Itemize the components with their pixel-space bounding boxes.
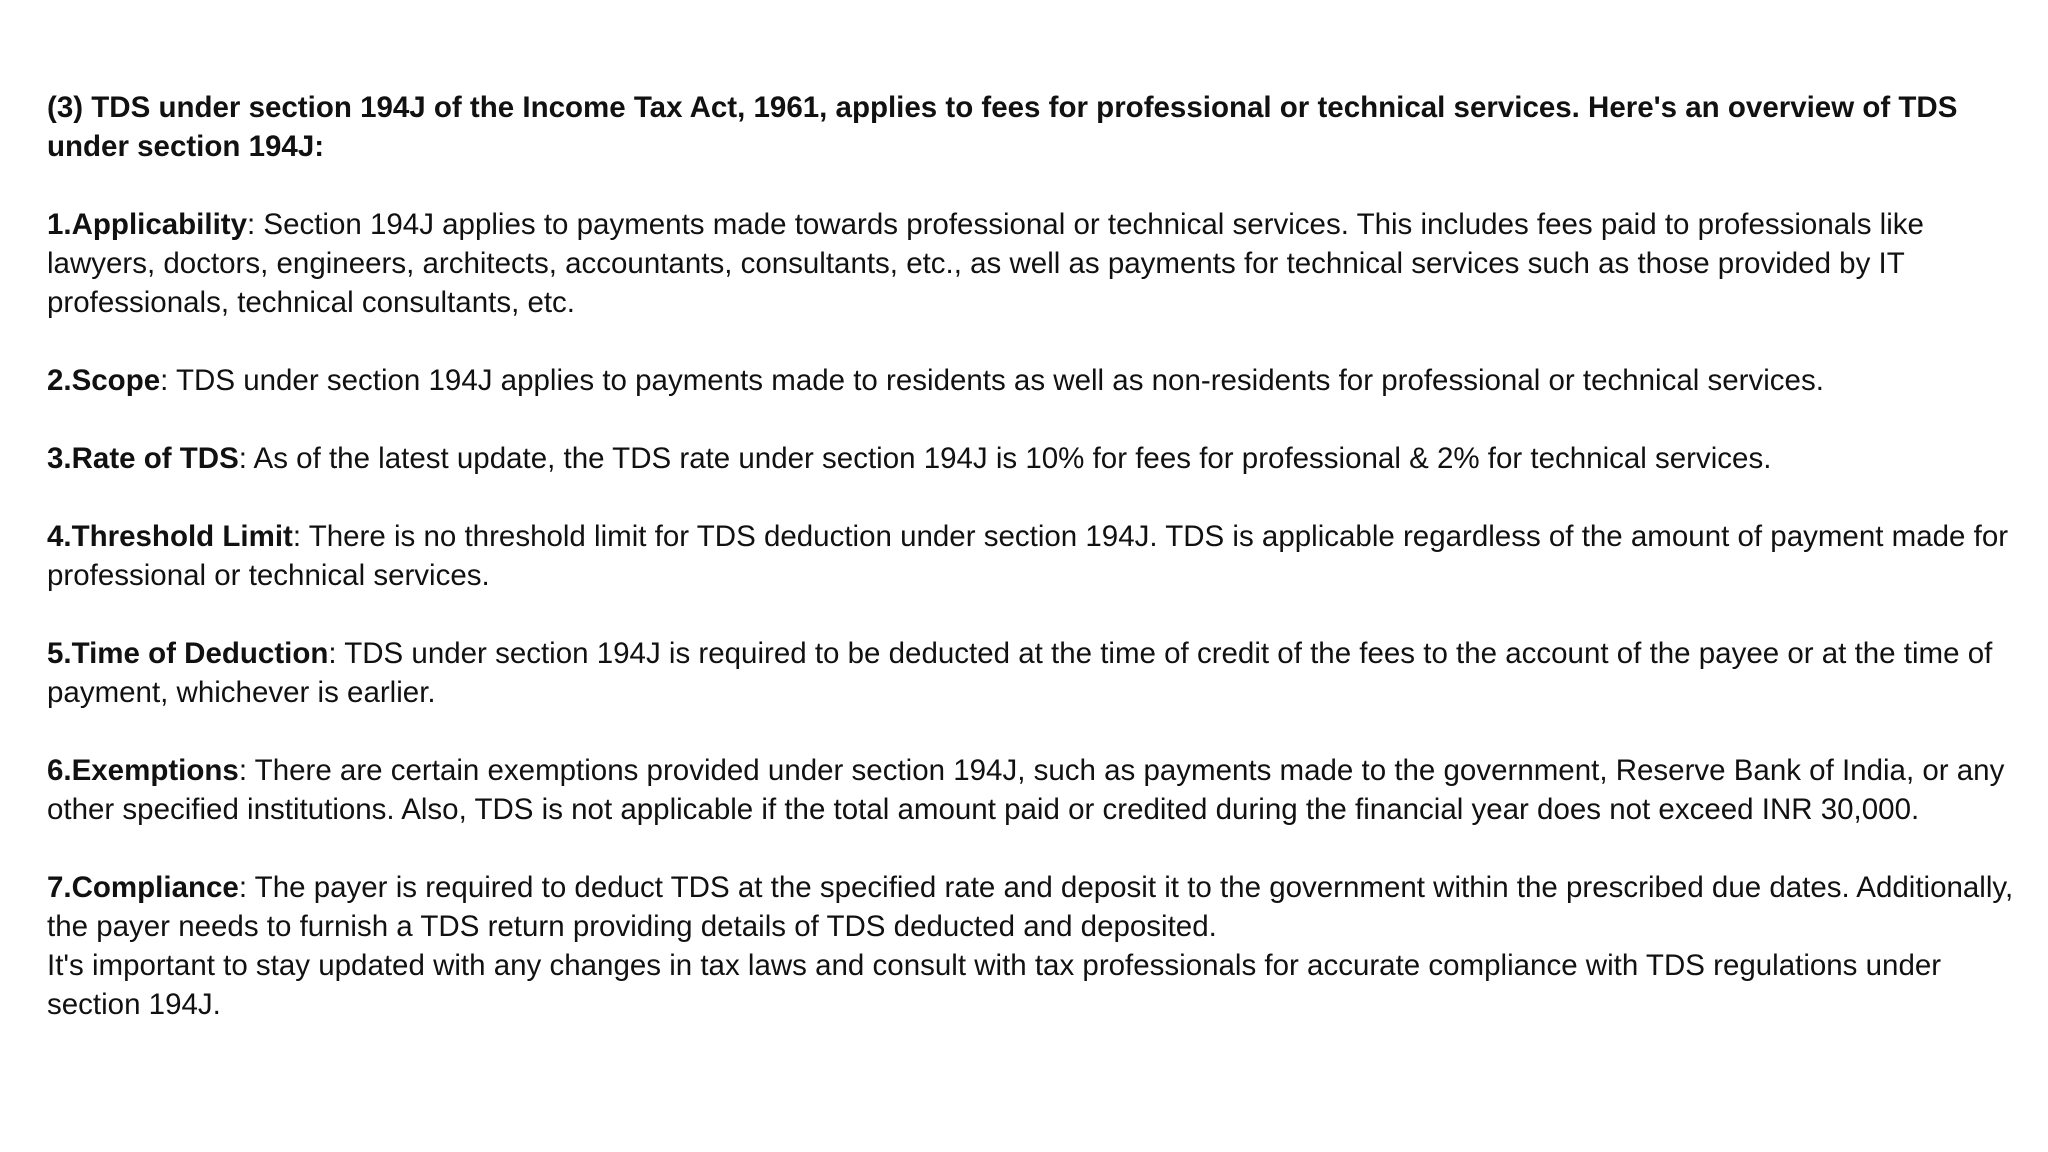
text-exemptions: : There are certain exemptions provided under section 194J, such as payments made to the government, Reserve Bank of India, or any other specified institutions. Also, TDS is not applicable if the total amount paid or credited during the financial year does not exceed INR 30,000. <box>47 754 2005 826</box>
text-rate-of-tds: : As of the latest update, the TDS rate under section 194J is 10% for fees for professional & 2% for technical services. <box>238 442 1772 475</box>
section-time-of-deduction <box>47 634 2037 712</box>
section-applicability <box>47 205 2037 322</box>
text-compliance: : The payer is required to deduct TDS at the specified rate and deposit it to the government within the prescribed due dates. Additionally, the payer needs to furnish a TDS return providing details of TDS deducted and deposited. <box>47 871 2014 943</box>
term-threshold-limit: 4.Threshold Limit <box>47 520 293 553</box>
section-exemptions <box>47 751 2037 829</box>
text-threshold-limit: : There is no threshold limit for TDS deduction under section 194J. TDS is applicable regardless of the amount of payment made for professional or technical services. <box>47 520 2009 592</box>
section-rate-of-tds <box>47 439 2037 478</box>
document-page <box>47 88 2037 1024</box>
section-scope <box>47 361 2037 400</box>
term-applicability: 1.Applicability <box>47 208 247 241</box>
term-compliance: 7.Compliance <box>47 871 239 904</box>
closing-note: It's important to stay updated with any changes in tax laws and consult with tax professionals for accurate compliance with TDS regulations under section 194J. <box>47 949 1942 1021</box>
term-rate-of-tds: 3.Rate of TDS <box>47 442 239 475</box>
term-time-of-deduction: 5.Time of Deduction <box>47 637 329 670</box>
text-scope: : TDS under section 194J applies to payments made to residents as well as non-residents for professional or technical services. <box>160 364 1824 397</box>
text-applicability: : Section 194J applies to payments made towards professional or technical services. This includes fees paid to professionals like lawyers, doctors, engineers, architects, accountants, consultants, etc., as well as payments for technical services such as those provided by IT professionals, technical consultants, etc. <box>47 208 1924 319</box>
term-exemptions: 6.Exemptions <box>47 754 239 787</box>
term-scope: 2.Scope <box>47 364 161 397</box>
document-title: (3) TDS under section 194J of the Income Tax Act, 1961, applies to fees for professional or technical services. Here's an overview of TDS under section 194J: <box>47 91 1958 163</box>
section-threshold-limit <box>47 517 2037 595</box>
section-compliance <box>47 868 2037 946</box>
text-time-of-deduction: : TDS under section 194J is required to be deducted at the time of credit of the fees to the account of the payee or at the time of payment, whichever is earlier. <box>47 637 1993 709</box>
